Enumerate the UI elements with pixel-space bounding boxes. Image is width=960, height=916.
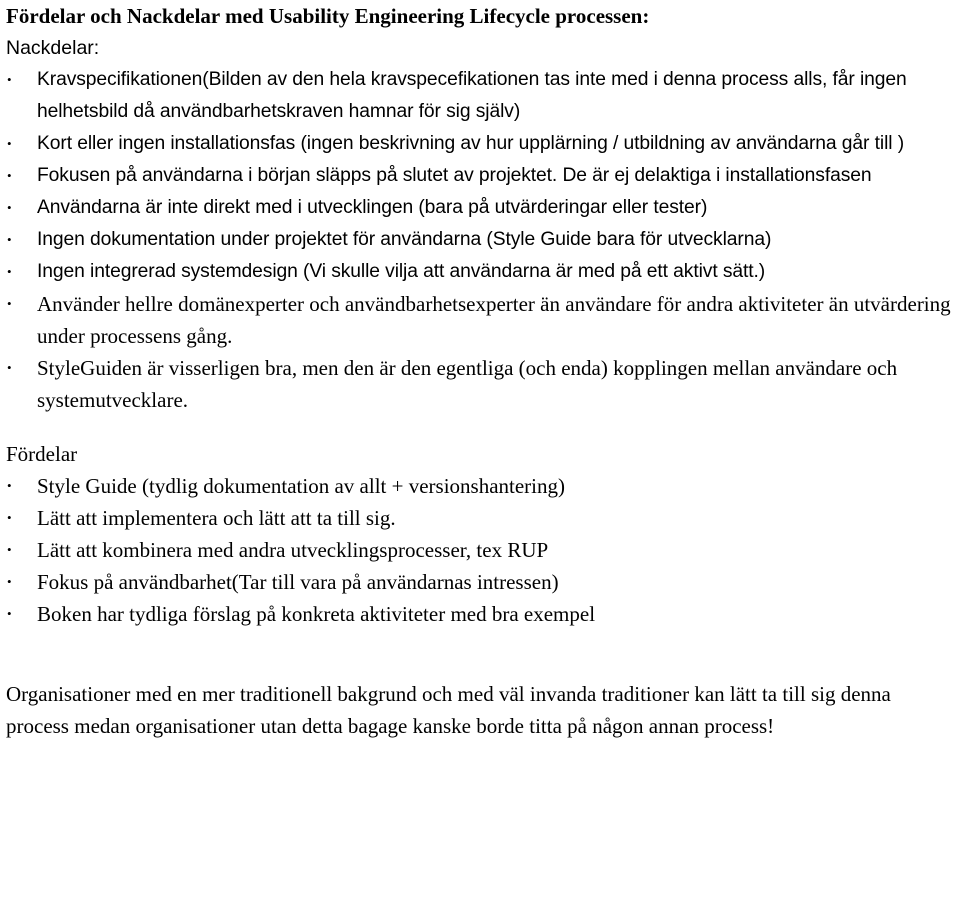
cons-item: • StyleGuiden är visserligen bra, men den är den egentliga (och enda) kopplingen mellan användare och systemutvecklare. — [6, 352, 958, 416]
cons-item: • Ingen dokumentation under projektet för användarna (Style Guide bara för utvecklarna) — [6, 224, 958, 256]
cons-item: • Användarna är inte direkt med i utvecklingen (bara på utvärderingar eller tester) — [6, 192, 958, 224]
pros-list — [6, 470, 958, 630]
pros-item: • Style Guide (tydlig dokumentation av allt + versionshantering) — [6, 470, 958, 502]
cons-item: • Kravspecifikationen(Bilden av den hela kravspecefikationen tas inte med i denna process alls, får ingen helhetsbild då användbarhetskraven hamnar för sig själv) — [6, 64, 958, 128]
pros-heading: Fördelar — [6, 442, 78, 466]
section-spacer — [6, 416, 958, 438]
cons-list-serif — [6, 288, 958, 416]
cons-item: • Fokusen på användarna i början släpps på slutet av projektet. De är ej delaktiga i installationsfasen — [6, 160, 958, 192]
pros-item: • Boken har tydliga förslag på konkreta aktiviteter med bra exempel — [6, 598, 958, 630]
cons-item: • Ingen integrerad systemdesign (Vi skulle vilja att användarna är med på ett aktivt sätt.) — [6, 256, 958, 288]
cons-item: • Kort eller ingen installationsfas (ingen beskrivning av hur upplärning / utbildning av användarna går till ) — [6, 128, 958, 160]
document-title: Fördelar och Nackdelar med Usability Engineering Lifecycle processen: — [6, 4, 650, 28]
cons-heading: Nackdelar: — [6, 37, 100, 59]
conclusion-paragraph: Organisationer med en mer traditionell bakgrund och med väl invanda traditioner kan lätt ta till sig denna process medan organisationer utan detta bagage kanske borde titta på någon annan process! — [6, 682, 891, 738]
pros-item: • Lätt att implementera och lätt att ta till sig. — [6, 502, 958, 534]
pros-item: • Lätt att kombinera med andra utvecklingsprocesser, tex RUP — [6, 534, 958, 566]
pros-item: • Fokus på användbarhet(Tar till vara på användarnas intressen) — [6, 566, 958, 598]
cons-item: • Använder hellre domänexperter och användbarhetsexperter än användare för andra aktiviteter än utvärdering under processens gång. — [6, 288, 958, 352]
cons-list — [6, 64, 958, 288]
section-spacer — [6, 630, 958, 678]
